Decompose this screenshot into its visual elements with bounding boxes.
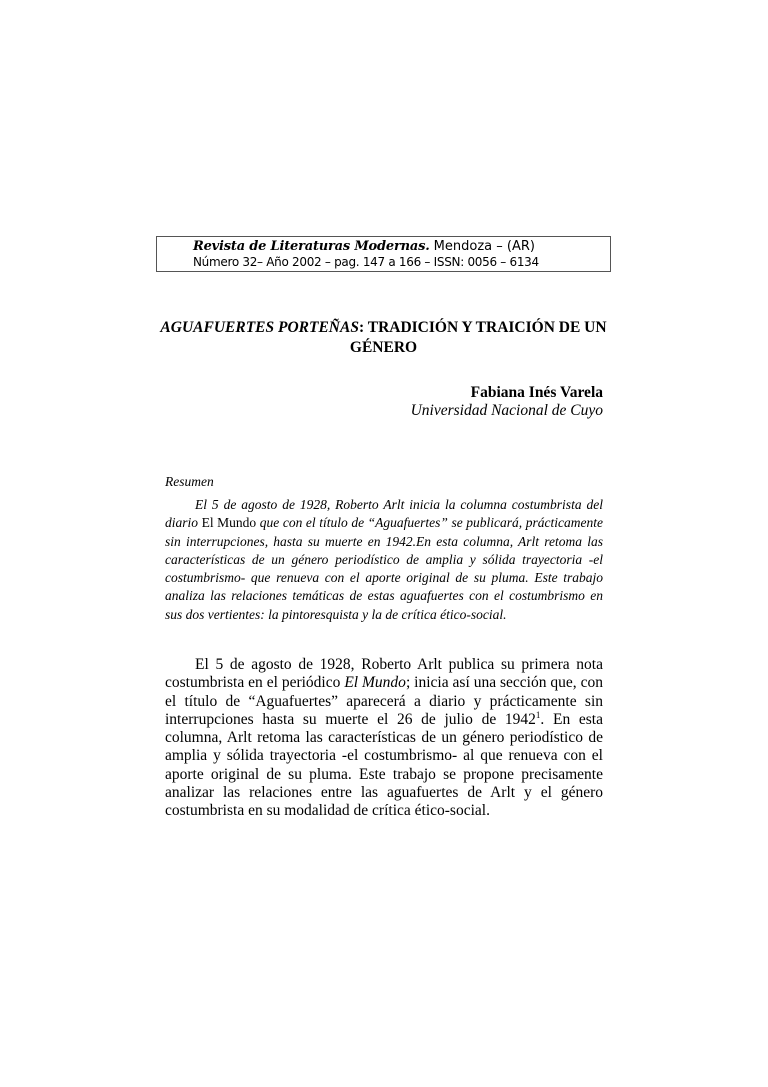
abstract-part2: que con el título de “Aguafuertes” se publicará, prácticamente sin interrupciones, hasta su muerte en 1942.En esta columna, Arlt retoma las características de un género periodístico de amplia y sólida trayectoria -el costumbrismo- que renueva con el aporte original de su pluma. Este trabajo analiza las relaciones temáticas de estas aguafuertes con el costumbrismo en sus dos vertientes: la pintoresquista y la de crítica ético-social. (165, 515, 603, 622)
abstract-label: Resumen (165, 474, 214, 489)
journal-title: Revista de Literaturas Modernas. (193, 239, 430, 254)
journal-place: Mendoza – (AR) (429, 239, 535, 254)
title-rest: : TRADICIÓN Y TRAICIÓN DE UN GÉNERO (349, 319, 607, 356)
body-part2: ; inicia así una sección que, con el título de “Aguafuertes” aparecerá a diario y prácticamente sin interrupciones hasta su muerte el 26 de julio de 1942 (165, 674, 603, 728)
article-title (160, 318, 607, 358)
journal-header-box (156, 236, 611, 272)
author-affiliation: Universidad Nacional de Cuyo (410, 402, 603, 419)
footnote-marker[interactable]: 1 (535, 709, 541, 720)
journal-issue-line: Número 32– Año 2002 – pag. 147 a 166 – ISSN: 0056 – 6134 (193, 255, 539, 269)
body-part1: El 5 de agosto de 1928, Roberto Arlt publica su primera nota costumbrista en el periódico (165, 656, 603, 692)
abstract-part1: El 5 de agosto de 1928, Roberto Arlt inicia la columna costumbrista del diario (165, 497, 603, 531)
body-paragraph (165, 656, 603, 821)
body-part3: . En esta columna, Arlt retoma las características de un género periodístico de amplia y sólida trayectoria -el costumbrismo- al que renueva con el aporte original de su pluma. Este trabajo se propone precisamente analizar las relaciones entre las aguafuertes de Arlt y el género costumbrista en su modalidad de crítica ético-social. (165, 710, 603, 820)
body-newspaper: El Mundo (344, 674, 406, 692)
journal-header-line (193, 238, 535, 255)
abstract-newspaper: El Mundo (201, 515, 257, 531)
author-name: Fabiana Inés Varela (470, 384, 603, 401)
abstract-text (165, 496, 603, 624)
title-italic-part: AGUAFUERTES PORTEÑAS (160, 319, 359, 336)
